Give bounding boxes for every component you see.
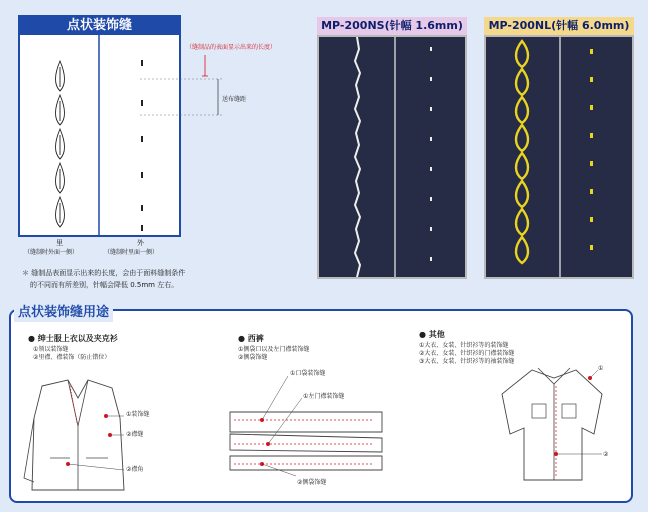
pants-callout3: ②侧袋饰缝 <box>297 479 327 486</box>
pitch-label: 送布缝距 <box>222 96 247 103</box>
suit-item1: ①领以装饰缝 <box>33 346 69 353</box>
pants-item1: ①侧袋口以及左门襟装饰缝 <box>238 346 310 353</box>
surface-length-note: （缝制品的表面显示出来的长度） <box>186 44 277 51</box>
stitch-photo <box>317 35 467 279</box>
shirt-illustration <box>498 364 608 484</box>
suit-item2: ②里襟、襟装饰（防止错位） <box>33 354 111 361</box>
other-heading: ● 其他 <box>419 330 445 339</box>
uses-title: 点状装饰缝用途 <box>14 304 113 322</box>
pants-callout1: ①口袋装饰缝 <box>290 370 326 377</box>
other-callout2: ② <box>603 451 609 458</box>
stitch-diagram-card <box>18 15 181 237</box>
photo-mp200nl <box>484 17 634 279</box>
suit-callout3: ②襟角 <box>126 466 144 473</box>
pants-callout2: ①左门襟装饰缝 <box>303 393 345 400</box>
footnote-line2: 的不同而有所差别，针幅会降低 0.5mm 左右。 <box>30 281 179 289</box>
other-callout1: ① <box>598 365 604 372</box>
stitch-photo-ns <box>319 37 465 277</box>
back-caption: （缝制时外面一侧） <box>24 249 79 256</box>
pants-heading: ● 西裤 <box>238 334 264 343</box>
suit-callout2: ②襟缝 <box>126 431 144 438</box>
pants-item2: ②侧袋饰缝 <box>238 354 268 361</box>
other-item1: ①大衣、女装、针织衫等的装饰缝 <box>419 342 509 349</box>
stitch-photo <box>484 35 634 279</box>
footnote-line1: ＊ 缝制品表面显示出来的长度，会由于面料缝制条件 <box>22 269 186 277</box>
suit-callout1: ①装饰缝 <box>126 411 150 418</box>
photo-label: MP-200NL(针幅 6.0mm) <box>484 17 634 35</box>
pitch-annotation <box>140 52 230 122</box>
back-label: 里 <box>56 239 63 247</box>
card-title: 点状装饰缝 <box>20 17 179 35</box>
trousers-illustration <box>222 372 392 484</box>
suit-jacket-illustration <box>20 378 130 493</box>
photo-label: MP-200NS(针幅 1.6mm) <box>317 17 467 35</box>
front-label: 外 <box>137 239 144 247</box>
front-caption: （缝制时里面一侧） <box>104 249 159 256</box>
stitch-photo-nl <box>486 37 632 277</box>
other-item2: ②大衣、女装、针织衫的门襟装饰缝 <box>419 350 515 357</box>
other-item3: ③大衣、女装、针织衫等的袖装饰缝 <box>419 358 515 365</box>
back-stitch-drops <box>56 61 65 227</box>
photo-mp200ns <box>317 17 467 279</box>
suit-heading: ● 绅士服上衣以及夹克衫 <box>28 334 118 343</box>
